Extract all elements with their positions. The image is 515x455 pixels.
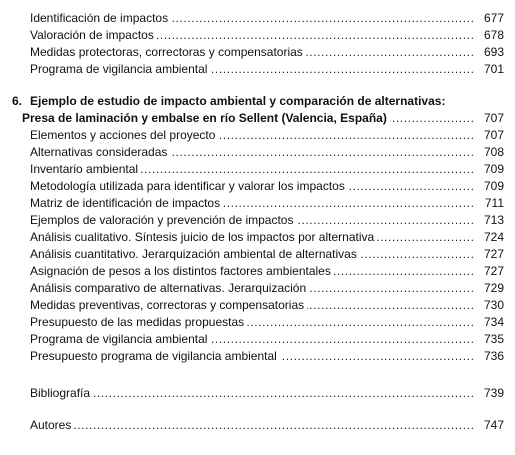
toc-entry-title: Identificación de impactos — [30, 10, 171, 27]
toc-entry-title: Asignación de pesos a los distintos factores ambientales — [30, 263, 334, 280]
toc-entry-page: 729 — [481, 280, 504, 297]
section-subtitle: Presa de laminación y embalse en río Sellent (Valencia, España) — [22, 110, 390, 127]
toc-entry — [0, 246, 515, 263]
toc-entry — [0, 127, 515, 144]
leader-dots — [30, 385, 475, 402]
toc-entry-page: 736 — [481, 348, 504, 365]
toc-entry-title: Elementos y acciones del proyecto — [30, 127, 218, 144]
toc-entry-page: 739 — [481, 385, 504, 402]
toc-entry-title: Análisis comparativo de alternativas. Jerarquización — [30, 280, 309, 297]
toc-entry-title: Alternativas consideradas — [30, 144, 170, 161]
section-title: Ejemplo de estudio de impacto ambiental y comparación de alternativas: — [30, 94, 446, 108]
toc-entry-page: 709 — [481, 178, 504, 195]
toc-entry-title: Autores — [30, 417, 74, 434]
toc-entry-page: 727 — [481, 246, 504, 263]
toc-entry — [0, 331, 515, 348]
toc-entry-page: 711 — [482, 195, 504, 212]
toc-entry-title: Programa de vigilancia ambiental — [30, 331, 210, 348]
toc-entry-page: 735 — [481, 331, 504, 348]
toc-entry — [0, 212, 515, 229]
toc-entry-page: 734 — [481, 314, 504, 331]
toc-entry-title: Medidas preventivas, correctoras y compensatorias — [30, 297, 307, 314]
toc-entry-title: Presupuesto de las medidas propuestas — [30, 314, 247, 331]
toc-entry-page: 713 — [481, 212, 504, 229]
toc-entry — [0, 178, 515, 195]
section-subtitle-entry — [0, 110, 515, 127]
toc-entry — [0, 161, 515, 178]
toc-entry-title: Ejemplos de valoración y prevención de impactos — [30, 212, 296, 229]
toc-entry — [0, 44, 515, 61]
toc-entry — [0, 61, 515, 78]
toc-entry-page: 677 — [481, 10, 504, 27]
toc-entry-title: Análisis cualitativo. Síntesis juicio de los impactos por alternativa — [30, 229, 377, 246]
toc-entry-title: Metodología utilizada para identificar y valorar los impactos — [30, 178, 348, 195]
toc-entry-page: 727 — [481, 263, 504, 280]
toc-entry-page: 709 — [481, 161, 504, 178]
toc-entry-page: 701 — [481, 61, 504, 78]
toc-entry — [0, 314, 515, 331]
toc-entry — [0, 263, 515, 280]
toc-entry-page: 724 — [481, 229, 504, 246]
toc-entry-title: Medidas protectoras, correctoras y compensatorias — [30, 44, 306, 61]
toc-entry-title: Bibliografía — [30, 385, 93, 402]
toc-entry — [0, 144, 515, 161]
toc-entry-page: 693 — [481, 44, 504, 61]
toc-entry-bibliografia — [0, 385, 515, 402]
section-heading — [0, 93, 515, 110]
toc-entry — [0, 297, 515, 314]
toc-entry — [0, 348, 515, 365]
toc-entry-title: Matriz de identificación de impactos — [30, 195, 223, 212]
toc-entry — [0, 27, 515, 44]
toc-entry-page: 747 — [481, 417, 504, 434]
section-number: 6. — [12, 94, 23, 108]
toc-entry-page: 678 — [481, 27, 504, 44]
toc-entry-title: Presupuesto programa de vigilancia ambiental — [30, 348, 280, 365]
toc-entry-page: 708 — [481, 144, 504, 161]
toc-entry-page: 707 — [481, 127, 504, 144]
toc-entry — [0, 229, 515, 246]
toc-entry-title: Programa de vigilancia ambiental — [30, 61, 210, 78]
toc-entry — [0, 195, 515, 212]
toc-entry-title: Valoración de impactos — [30, 27, 157, 44]
toc-entry-autores — [0, 417, 515, 434]
leader-dots — [30, 417, 475, 434]
toc-entry — [0, 280, 515, 297]
toc-entry-page: 707 — [481, 110, 504, 127]
toc-entry-title: Análisis cuantitativo. Jerarquización ambiental de alternativas — [30, 246, 360, 263]
toc-entry-title: Inventario ambiental — [30, 161, 141, 178]
toc-entry — [0, 10, 515, 27]
toc-entry-page: 730 — [481, 297, 504, 314]
